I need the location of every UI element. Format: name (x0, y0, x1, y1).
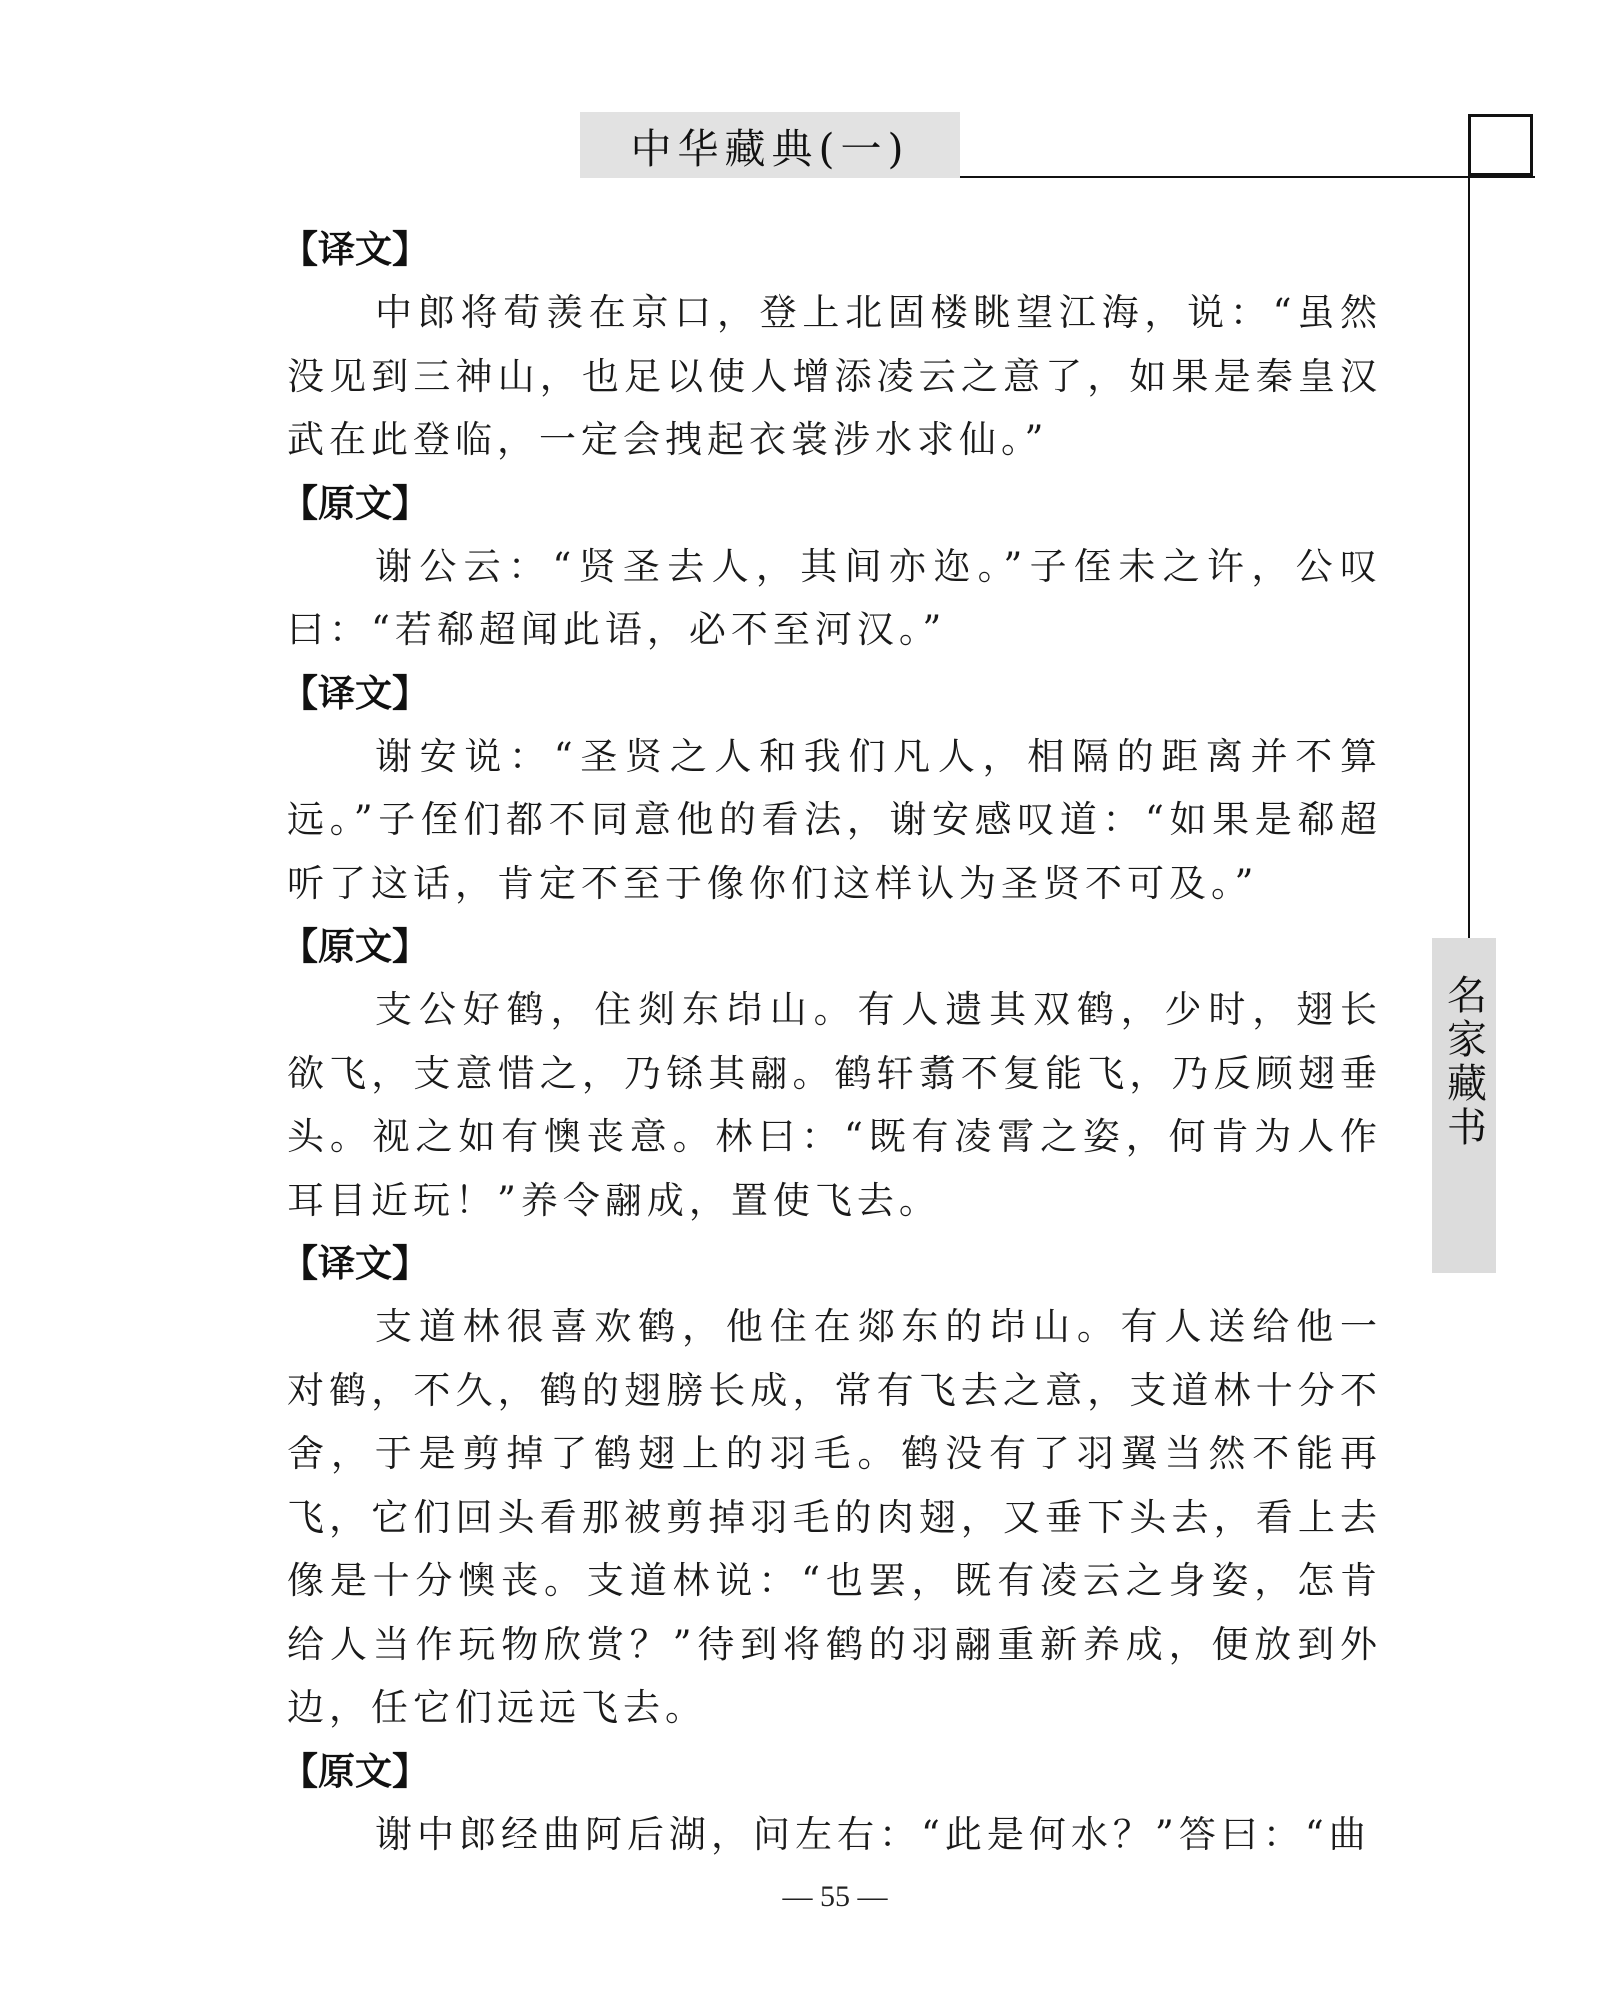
section-paragraph: 支公好鹤，住剡东岇山。有人遗其双鹤，少时，翅长欲飞，支意惜之，乃铩其翮。鹤轩翥不复能飞，乃反顾翅垂头。视之如有懊丧意。林曰：“既有凌霄之姿，何肯为人作耳目近玩！”养令翮成，置使飞去。 (287, 988, 1382, 1222)
section-paragraph: 谢公云：“贤圣去人，其间亦迩。”子侄未之许，公叹曰：“若郗超闻此语，必不至河汉。” (287, 544, 1382, 651)
section (281, 1232, 1382, 1740)
header-rule (960, 176, 1535, 178)
section-heading: 【原文】 (281, 1749, 429, 1793)
corner-box-ornament (1468, 114, 1533, 176)
book-title: 中华藏典(一) (630, 124, 910, 173)
section-heading: 【原文】 (281, 925, 429, 968)
section-heading: 【译文】 (281, 228, 429, 271)
page-body (281, 218, 1382, 1866)
side-vertical-rule (1468, 114, 1470, 938)
side-tab (1432, 938, 1496, 1273)
running-header (580, 112, 960, 178)
page-number: — 55 — (782, 1880, 888, 1913)
section-paragraph: 支道林很喜欢鹤，他住在郯东的岇山。有人送给他一对鹤，不久，鹤的翅膀长成，常有飞去之意，支道林十分不舍，于是剪掉了鹤翅上的羽毛。鹤没有了羽翼当然不能再飞，它们回头看那被剪掉羽毛的肉翅，又垂下头去，看上去像是十分懊丧。支道林说：“也罢，既有凌云之身姿，怎肯给人当作玩物欣赏？”待到将鹤的羽翮重新养成，便放到外边，任它们远远飞去。 (287, 1305, 1382, 1729)
section (281, 915, 1382, 1232)
section-paragraph: 谢中郎经曲阿后湖，问左右：“此是何水？”答曰：“曲 (375, 1812, 1371, 1856)
section-heading: 【译文】 (281, 1242, 429, 1285)
section (281, 218, 1382, 472)
section-paragraph: 中郎将荀羡在京口，登上北固楼眺望江海，说：“虽然没见到三神山，也足以使人增添凌云之意了，如果是秦皇汉武在此登临，一定会拽起衣裳涉水求仙。” (287, 291, 1382, 461)
side-tab-label: 名家藏书 (1440, 974, 1487, 1150)
section-heading: 【原文】 (281, 481, 429, 525)
section-heading: 【译文】 (281, 671, 429, 715)
section (281, 472, 1382, 662)
section-paragraph: 谢安说：“圣贤之人和我们凡人，相隔的距离并不算远。”子侄们都不同意他的看法，谢安感叹道：“如果是郗超听了这话，肯定不至于像你们这样认为圣贤不可及。” (287, 734, 1382, 905)
section (281, 1740, 1382, 1867)
section (281, 662, 1382, 916)
